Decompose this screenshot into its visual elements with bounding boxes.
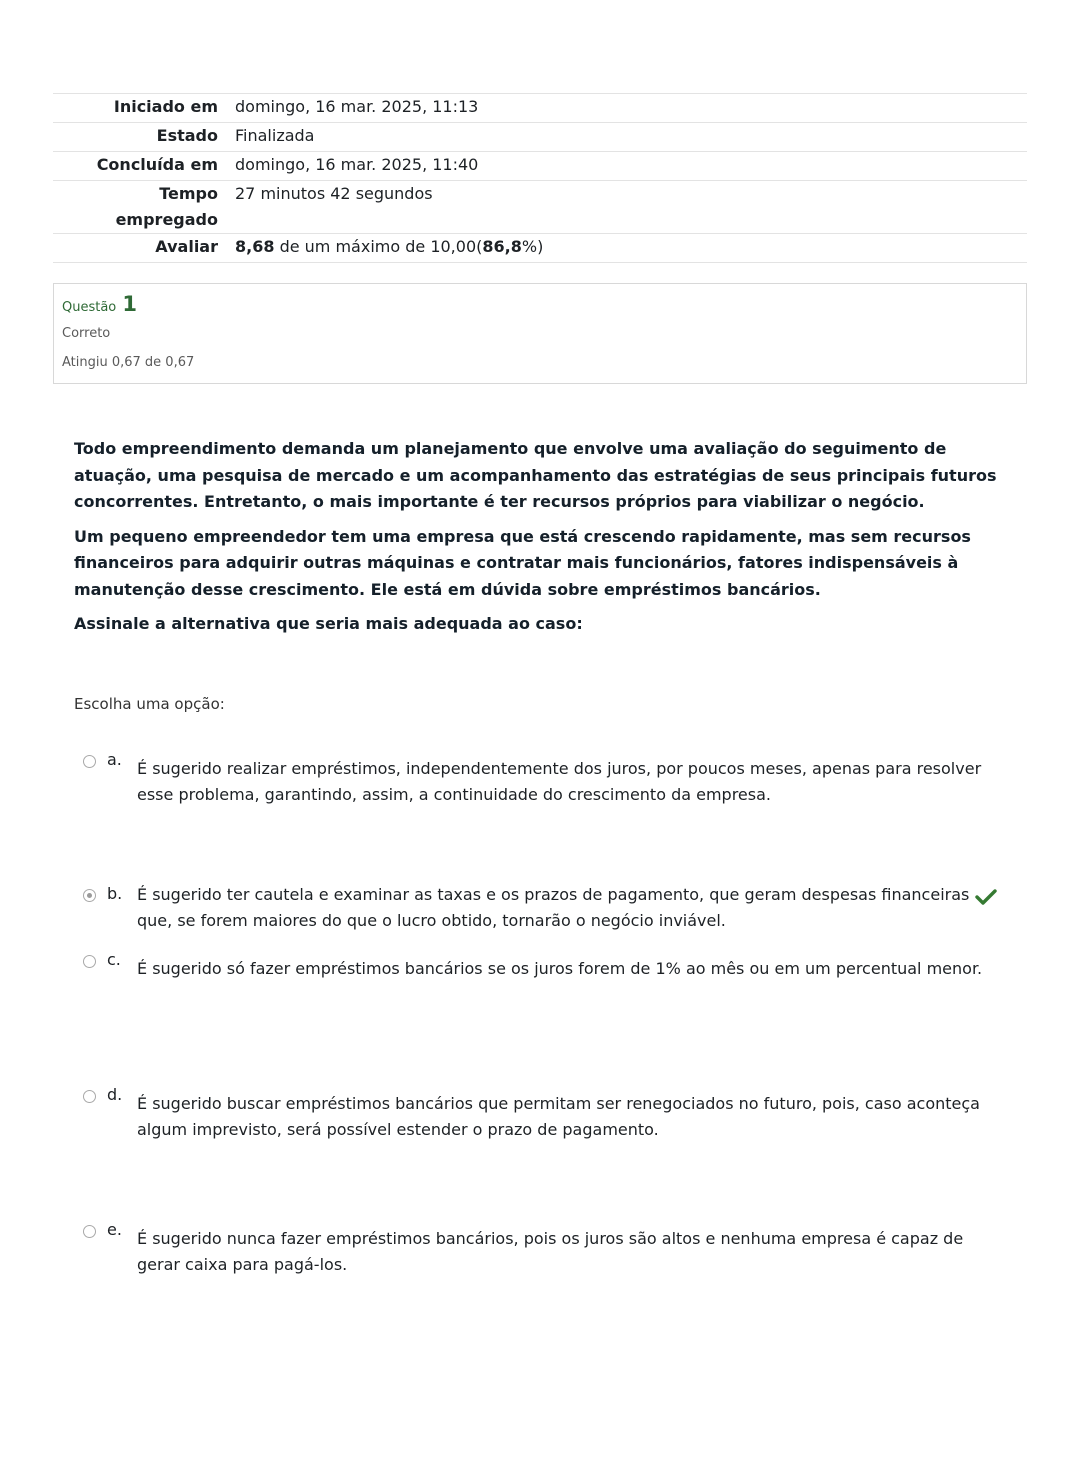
grade-text: de um máximo de 10,00( <box>274 237 483 256</box>
option-letter: e. <box>107 1220 122 1239</box>
attempt-summary-table <box>53 93 1027 263</box>
time-label <box>53 181 235 233</box>
question-info-box <box>53 283 1027 384</box>
time-label-line1: Tempo <box>159 184 218 203</box>
grade-percent: 86,8 <box>482 237 522 256</box>
option-letter: a. <box>107 750 122 769</box>
option-text: É sugerido ter cautela e examinar as taxas e os prazos de pagamento, que geram despesas financeiras que, se forem maiores do que o lucro obtido, tornarão o negócio inviável. <box>137 885 970 930</box>
summary-row-started <box>53 94 1027 123</box>
option-text: É sugerido realizar empréstimos, independentemente dos juros, por poucos meses, apenas para resolver esse problema, garantindo, assim, a continuidade do crescimento da empresa. <box>137 759 982 804</box>
check-icon <box>975 888 997 906</box>
question-number-value: 1 <box>122 292 138 316</box>
summary-row-grade <box>53 234 1027 263</box>
question-text <box>74 436 1014 646</box>
summary-row-completed <box>53 152 1027 181</box>
option-letter: c. <box>107 950 121 969</box>
question-state: Correto <box>62 326 111 341</box>
completed-value: domingo, 16 mar. 2025, 11:40 <box>235 155 479 174</box>
summary-row-state <box>53 123 1027 152</box>
choose-option-prompt: Escolha uma opção: <box>74 695 225 713</box>
question-paragraph: Um pequeno empreendedor tem uma empresa que está crescendo rapidamente, mas sem recursos financeiros para adquirir outras máquinas e contratar mais funcionários, fatores indispensáveis à manutenção desse crescimento. Ele está em dúvida sobre empréstimos bancários. <box>74 526 971 599</box>
started-label: Iniciado em <box>113 97 218 116</box>
radio-button-c[interactable] <box>83 955 96 968</box>
grade-label: Avaliar <box>155 237 218 256</box>
radio-button-e[interactable] <box>83 1225 96 1238</box>
radio-button-a[interactable] <box>83 755 96 768</box>
question-grade: Atingiu 0,67 de 0,67 <box>62 355 195 370</box>
grade-suffix: %) <box>521 237 544 256</box>
completed-label: Concluída em <box>96 155 218 174</box>
radio-button-b-selected[interactable] <box>83 889 96 902</box>
option-text: É sugerido só fazer empréstimos bancários se os juros forem de 1% ao mês ou em um percentual menor. <box>137 959 983 978</box>
grade-value <box>235 234 543 262</box>
option-letter: b. <box>107 884 123 903</box>
radio-button-d[interactable] <box>83 1090 96 1103</box>
summary-row-time <box>53 181 1027 234</box>
grade-score: 8,68 <box>235 237 275 256</box>
question-paragraph: Todo empreendimento demanda um planejamento que envolve uma avaliação do seguimento de atuação, uma pesquisa de mercado e um acompanhamento das estratégias de seus principais futuros concorrentes. Entretanto, o mais importante é ter recursos próprios para viabilizar o negócio. <box>74 439 997 511</box>
time-value: 27 minutos 42 segundos <box>235 184 433 203</box>
state-value: Finalizada <box>235 126 315 145</box>
state-label: Estado <box>156 126 218 145</box>
option-text: É sugerido nunca fazer empréstimos bancários, pois os juros são altos e nenhuma empresa é capaz de gerar caixa para pagá-los. <box>137 1229 964 1274</box>
question-paragraph: Assinale a alternativa que seria mais adequada ao caso: <box>74 614 583 633</box>
option-text: É sugerido buscar empréstimos bancários que permitam ser renegociados no futuro, pois, caso aconteça algum imprevisto, será possível estender o prazo de pagamento. <box>137 1094 980 1139</box>
started-value: domingo, 16 mar. 2025, 11:13 <box>235 97 479 116</box>
question-label: Questão <box>62 300 117 315</box>
time-label-line2: empregado <box>115 210 218 229</box>
question-number <box>62 292 137 316</box>
option-letter: d. <box>107 1085 123 1104</box>
